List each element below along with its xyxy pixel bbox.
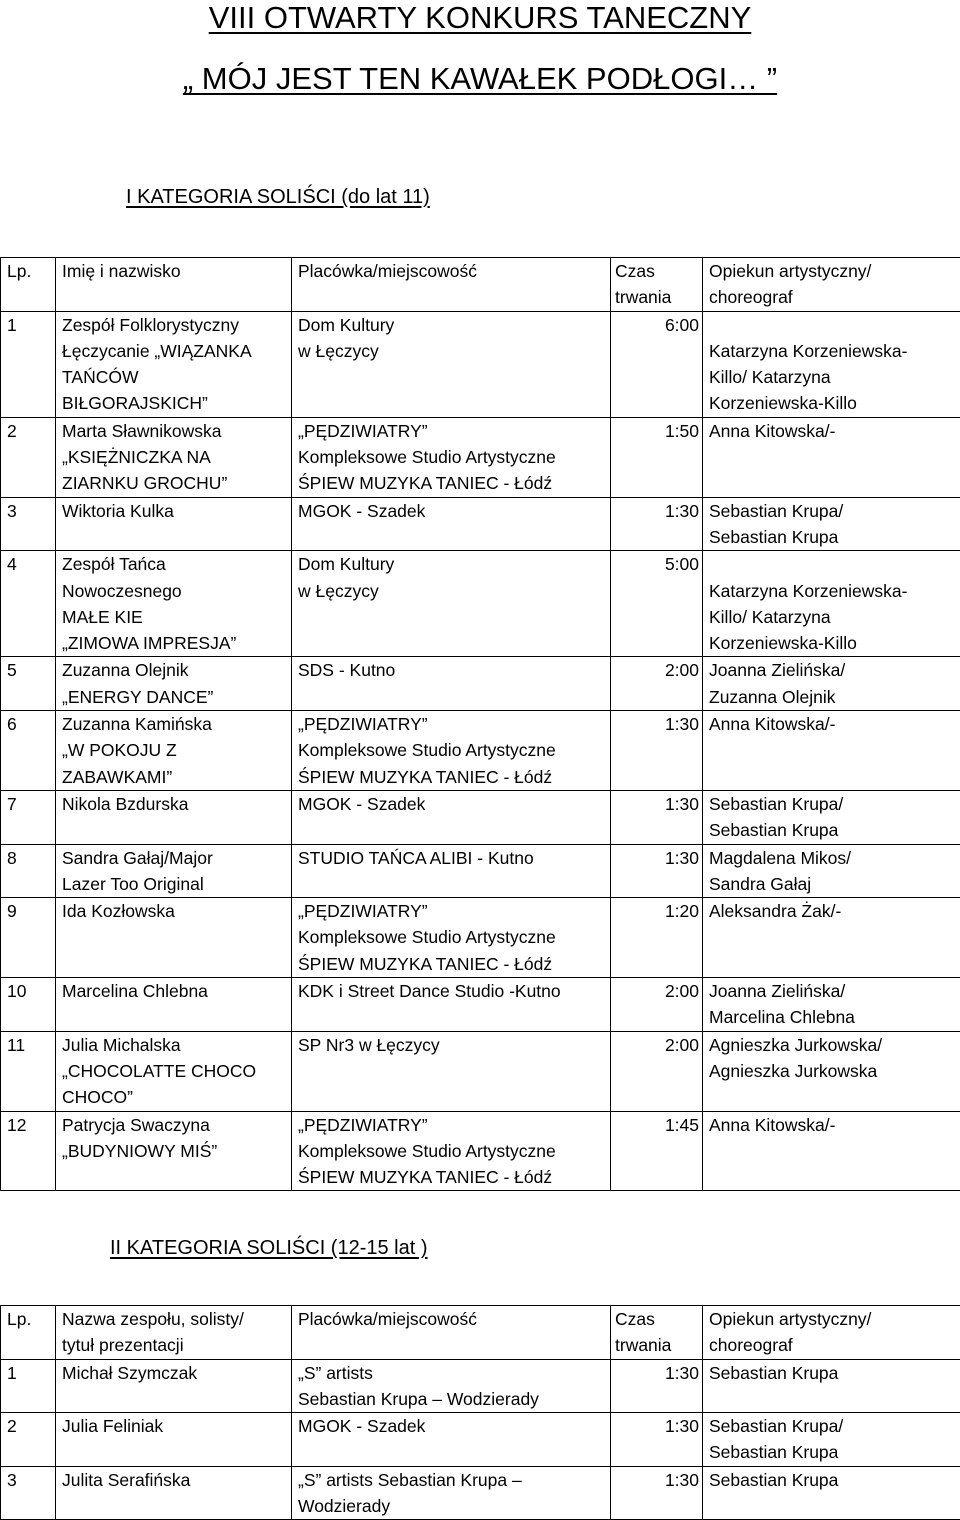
- venue-cell: [292, 1359, 611, 1413]
- row-number: 12: [1, 1111, 56, 1191]
- row-number: 8: [1, 844, 56, 898]
- coach-cell: [703, 551, 960, 657]
- table-row: [1, 417, 960, 497]
- coach-cell: [703, 497, 960, 551]
- participant-name-line: Ida Kozłowska: [62, 901, 175, 922]
- coach-line: Agnieszka Jurkowska: [709, 1060, 878, 1081]
- coach-cell: [703, 311, 960, 417]
- duration: 2:00: [611, 657, 703, 711]
- participant-name-line: Julia Feliniak: [62, 1416, 164, 1437]
- venue-cell: [292, 417, 611, 497]
- participant-name-line: „ZIMOWA IMPRESJA”: [62, 633, 237, 654]
- duration: 1:30: [611, 1466, 703, 1520]
- coach-cell: [703, 898, 960, 978]
- row-number: 3: [1, 497, 56, 551]
- coach-line: Magdalena Mikos/: [709, 847, 852, 868]
- participant-name-cell: [56, 1359, 292, 1413]
- coach-line: Sebastian Krupa/: [709, 500, 844, 521]
- coach-cell: [703, 711, 960, 791]
- category1-title: I KATEGORIA SOLIŚCI (do lat 11): [126, 186, 430, 208]
- duration: 1:30: [611, 1359, 703, 1413]
- venue-cell: [292, 790, 611, 844]
- participant-name-line: „CHOCOLATTE CHOCO: [62, 1060, 257, 1081]
- participant-name-line: ZIARNKU GROCHU”: [62, 473, 228, 494]
- venue-cell: [292, 657, 611, 711]
- coach-cell: [703, 417, 960, 497]
- header-coach-line2: choreograf: [709, 287, 793, 308]
- category2-title: II KATEGORIA SOLIŚCI (12-15 lat ): [110, 1237, 428, 1259]
- duration: 1:45: [611, 1111, 703, 1191]
- coach-line: [709, 312, 957, 338]
- venue-line: ŚPIEW MUZYKA TANIEC - Łódź: [298, 766, 553, 787]
- row-number: 6: [1, 711, 56, 791]
- participant-name-line: Łęczycanie „WIĄZANKA: [62, 340, 252, 361]
- category2-table: [0, 1305, 960, 1520]
- table-row: [1, 1111, 960, 1191]
- venue-line: KDK i Street Dance Studio -Kutno: [298, 981, 561, 1002]
- row-number: 1: [1, 1359, 56, 1413]
- table-row: [1, 497, 960, 551]
- participant-name-line: Nikola Bzdurska: [62, 793, 189, 814]
- participant-name-line: BIŁGORAJSKICH”: [62, 393, 208, 414]
- title-line2-text: „ MÓJ JEST TEN KAWAŁEK PODŁOGI… ”: [182, 61, 778, 96]
- participant-name-line: „ENERGY DANCE”: [62, 686, 214, 707]
- participant-name-cell: [56, 1031, 292, 1111]
- row-number: 9: [1, 898, 56, 978]
- duration: 2:00: [611, 978, 703, 1032]
- venue-line: Kompleksowe Studio Artystyczne: [298, 927, 556, 948]
- venue-line: Kompleksowe Studio Artystyczne: [298, 740, 556, 761]
- venue-line: w Łęczycy: [298, 580, 379, 601]
- duration: 1:30: [611, 844, 703, 898]
- venue-cell: [292, 844, 611, 898]
- duration: 1:50: [611, 417, 703, 497]
- venue-line: w Łęczycy: [298, 340, 379, 361]
- coach-cell: [703, 1031, 960, 1111]
- coach-line: Sebastian Krupa: [709, 1362, 839, 1383]
- coach-line: Killo/ Katarzyna: [709, 367, 831, 388]
- header-lp: Lp.: [1, 258, 56, 312]
- header-name: [56, 1306, 292, 1360]
- row-number: 10: [1, 978, 56, 1032]
- participant-name-line: Zespół Tańca: [62, 554, 166, 575]
- venue-cell: [292, 1466, 611, 1520]
- venue-line: SP Nr3 w Łęczycy: [298, 1034, 440, 1055]
- category1-table: [0, 257, 960, 1191]
- venue-cell: [292, 711, 611, 791]
- venue-line: „S” artists Sebastian Krupa –: [298, 1469, 522, 1490]
- table-row: [1, 790, 960, 844]
- participant-name-line: „KSIĘŻNICZKA NA: [62, 447, 211, 468]
- venue-line: SDS - Kutno: [298, 660, 396, 681]
- venue-cell: [292, 1413, 611, 1467]
- participant-name-line: Julia Michalska: [62, 1034, 181, 1055]
- participant-name-cell: [56, 711, 292, 791]
- row-number: 7: [1, 790, 56, 844]
- header-time: [611, 258, 703, 312]
- coach-line: Joanna Zielińska/: [709, 981, 846, 1002]
- participant-name-cell: [56, 551, 292, 657]
- coach-cell: [703, 1466, 960, 1520]
- venue-cell: [292, 1031, 611, 1111]
- venue-line: Kompleksowe Studio Artystyczne: [298, 447, 556, 468]
- venue-line: STUDIO TAŃCA ALIBI - Kutno: [298, 847, 534, 868]
- header-name: Imię i nazwisko: [56, 258, 292, 312]
- venue-line: Wodzierady: [298, 1496, 391, 1517]
- coach-line: Katarzyna Korzeniewska-: [709, 340, 908, 361]
- table-row: [1, 1031, 960, 1111]
- participant-name-line: Patrycja Swaczyna: [62, 1114, 210, 1135]
- duration: 1:30: [611, 790, 703, 844]
- coach-line: Zuzanna Olejnik: [709, 686, 836, 707]
- participant-name-line: Zuzanna Kamińska: [62, 714, 212, 735]
- participant-name-cell: [56, 1111, 292, 1191]
- table-row: [1, 1359, 960, 1413]
- coach-line: Joanna Zielińska/: [709, 660, 846, 681]
- header-time: [611, 1306, 703, 1360]
- coach-line: Sebastian Krupa: [709, 526, 839, 547]
- table-row: [1, 551, 960, 657]
- coach-line: Sebastian Krupa/: [709, 1416, 844, 1437]
- venue-cell: [292, 898, 611, 978]
- venue-line: „PĘDZIWIATRY”: [298, 420, 428, 441]
- venue-line: MGOK - Szadek: [298, 793, 426, 814]
- participant-name-line: TAŃCÓW: [62, 367, 139, 388]
- coach-line: Sebastian Krupa/: [709, 793, 844, 814]
- table-row: [1, 1466, 960, 1520]
- venue-line: „PĘDZIWIATRY”: [298, 901, 428, 922]
- table-row: [1, 657, 960, 711]
- page-title-line1: [0, 0, 960, 38]
- header-coach-line1: Opiekun artystyczny/: [709, 261, 872, 281]
- venue-line: MGOK - Szadek: [298, 1416, 426, 1437]
- participant-name-line: Wiktoria Kulka: [62, 500, 174, 521]
- participant-name-line: Zespół Folklorystyczny: [62, 314, 239, 335]
- participant-name-cell: [56, 844, 292, 898]
- participant-name-line: Michał Szymczak: [62, 1362, 198, 1383]
- header-coach: [703, 1306, 960, 1360]
- coach-line: Marcelina Chlebna: [709, 1007, 855, 1028]
- participant-name-line: ZABAWKAMI”: [62, 766, 173, 787]
- participant-name-line: Nowoczesnego: [62, 580, 182, 601]
- coach-line: Anna Kitowska/-: [709, 420, 836, 441]
- coach-line: Anna Kitowska/-: [709, 1114, 836, 1135]
- participant-name-line: Marcelina Chlebna: [62, 981, 208, 1002]
- participant-name-cell: [56, 1413, 292, 1467]
- venue-cell: [292, 551, 611, 657]
- header-time-line2: trwania: [615, 287, 672, 308]
- coach-line: Sandra Gałaj: [709, 873, 812, 894]
- coach-cell: [703, 790, 960, 844]
- venue-line: MGOK - Szadek: [298, 500, 426, 521]
- coach-line: Anna Kitowska/-: [709, 714, 836, 735]
- participant-name-line: „BUDYNIOWY MIŚ”: [62, 1140, 218, 1161]
- coach-line: Agnieszka Jurkowska/: [709, 1034, 883, 1055]
- duration: 1:30: [611, 711, 703, 791]
- venue-line: Kompleksowe Studio Artystyczne: [298, 1140, 556, 1161]
- participant-name-line: Lazer Too Original: [62, 873, 204, 894]
- table-header-row: [1, 258, 960, 312]
- participant-name-cell: [56, 311, 292, 417]
- coach-cell: [703, 844, 960, 898]
- coach-line: Sebastian Krupa: [709, 1442, 839, 1463]
- venue-line: Sebastian Krupa – Wodzierady: [298, 1388, 539, 1409]
- coach-cell: [703, 1359, 960, 1413]
- header-coach: [703, 258, 960, 312]
- coach-line: [709, 551, 957, 577]
- header-coach-line1: Opiekun artystyczny/: [709, 1309, 872, 1329]
- venue-line: Dom Kultury: [298, 314, 395, 335]
- venue-cell: [292, 1111, 611, 1191]
- coach-cell: [703, 657, 960, 711]
- header-lp: Lp.: [1, 1306, 56, 1360]
- participant-name-line: MAŁE KIE: [62, 606, 143, 627]
- coach-line: Korzeniewska-Killo: [709, 633, 857, 654]
- title-line1-text: VIII OTWARTY KONKURS TANECZNY: [208, 0, 752, 35]
- duration: 1:20: [611, 898, 703, 978]
- venue-line: Dom Kultury: [298, 554, 395, 575]
- duration: 2:00: [611, 1031, 703, 1111]
- row-number: 2: [1, 417, 56, 497]
- table-row: [1, 711, 960, 791]
- venue-cell: [292, 311, 611, 417]
- participant-name-cell: [56, 417, 292, 497]
- coach-line: Katarzyna Korzeniewska-: [709, 580, 908, 601]
- participant-name-cell: [56, 790, 292, 844]
- participant-name-cell: [56, 978, 292, 1032]
- participant-name-cell: [56, 657, 292, 711]
- participant-name-line: Marta Sławnikowska: [62, 420, 222, 441]
- participant-name-line: Zuzanna Olejnik: [62, 660, 189, 681]
- page-title-line2: [0, 59, 960, 99]
- header-place: Placówka/miejscowość: [292, 258, 611, 312]
- coach-cell: [703, 978, 960, 1032]
- coach-cell: [703, 1413, 960, 1467]
- venue-line: „PĘDZIWIATRY”: [298, 714, 428, 735]
- table-row: [1, 311, 960, 417]
- duration: 6:00: [611, 311, 703, 417]
- header-name-line1: Nazwa zespołu, solisty/: [62, 1309, 244, 1329]
- coach-line: Killo/ Katarzyna: [709, 606, 831, 627]
- participant-name-line: CHOCO”: [62, 1087, 133, 1108]
- coach-line: Sebastian Krupa: [709, 820, 839, 841]
- row-number: 4: [1, 551, 56, 657]
- coach-line: Sebastian Krupa: [709, 1469, 839, 1490]
- table-row: [1, 844, 960, 898]
- venue-line: ŚPIEW MUZYKA TANIEC - Łódź: [298, 953, 553, 974]
- header-coach-line2: choreograf: [709, 1335, 793, 1356]
- participant-name-cell: [56, 898, 292, 978]
- participant-name-line: „W POKOJU Z: [62, 740, 177, 761]
- venue-line: „PĘDZIWIATRY”: [298, 1114, 428, 1135]
- coach-line: Aleksandra Żak/-: [709, 901, 842, 922]
- row-number: 11: [1, 1031, 56, 1111]
- duration: 5:00: [611, 551, 703, 657]
- header-time-line1: Czas: [615, 261, 655, 281]
- table-row: [1, 978, 960, 1032]
- header-time-line1: Czas: [615, 1309, 655, 1329]
- participant-name-line: Julita Serafińska: [62, 1469, 191, 1490]
- venue-line: ŚPIEW MUZYKA TANIEC - Łódź: [298, 473, 553, 494]
- participant-name-cell: [56, 497, 292, 551]
- row-number: 5: [1, 657, 56, 711]
- coach-cell: [703, 1111, 960, 1191]
- venue-line: ŚPIEW MUZYKA TANIEC - Łódź: [298, 1167, 553, 1188]
- table-header-row: [1, 1306, 960, 1360]
- venue-line: „S” artists: [298, 1362, 373, 1383]
- table-row: [1, 1413, 960, 1467]
- venue-cell: [292, 978, 611, 1032]
- coach-line: Korzeniewska-Killo: [709, 393, 857, 414]
- participant-name-line: Sandra Gałaj/Major: [62, 847, 213, 868]
- table-row: [1, 898, 960, 978]
- duration: 1:30: [611, 497, 703, 551]
- header-place: Placówka/miejscowość: [292, 1306, 611, 1360]
- participant-name-cell: [56, 1466, 292, 1520]
- header-name-line2: tytuł prezentacji: [62, 1335, 184, 1356]
- header-time-line2: trwania: [615, 1335, 672, 1356]
- row-number: 3: [1, 1466, 56, 1520]
- duration: 1:30: [611, 1413, 703, 1467]
- row-number: 1: [1, 311, 56, 417]
- row-number: 2: [1, 1413, 56, 1467]
- venue-cell: [292, 497, 611, 551]
